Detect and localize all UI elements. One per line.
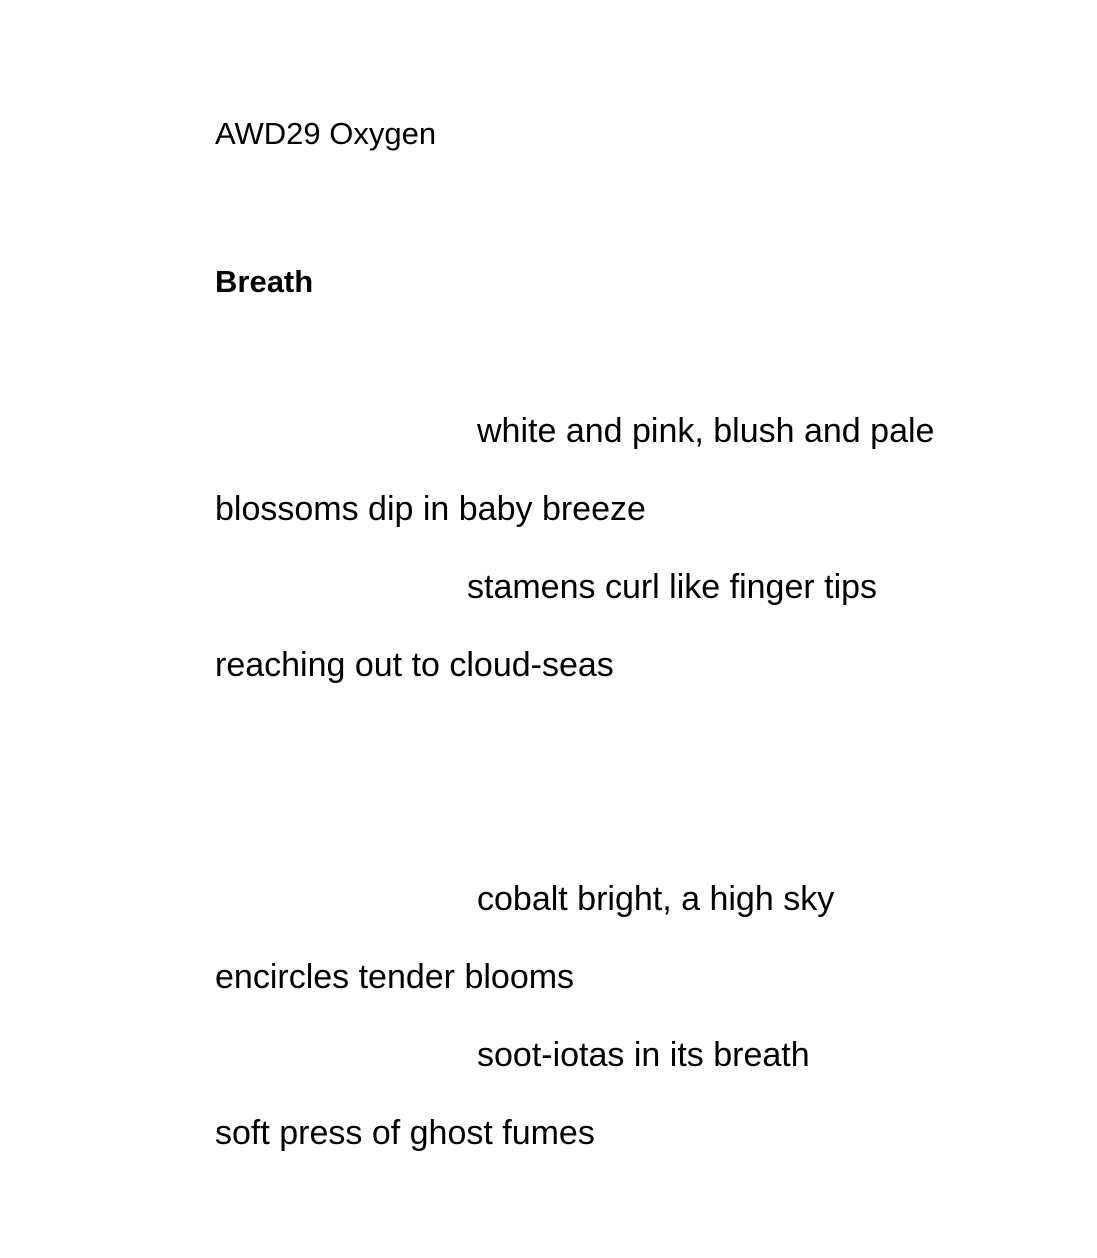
poem-line: blossoms dip in baby breeze xyxy=(215,490,646,528)
poem-line: soft press of ghost fumes xyxy=(215,1114,595,1152)
poem-line: encircles tender blooms xyxy=(215,958,575,996)
poem-line: soot-iotas in its breath xyxy=(477,1036,810,1074)
poem-line: cobalt bright, a high sky xyxy=(477,880,835,918)
poem-line: stamens curl like finger tips xyxy=(467,568,878,606)
poem-line: reaching out to cloud-seas xyxy=(215,646,614,684)
poem-line: white and pink, blush and pale xyxy=(477,412,935,450)
poem-title: Breath xyxy=(215,264,314,299)
document-heading: AWD29 Oxygen xyxy=(215,116,437,151)
